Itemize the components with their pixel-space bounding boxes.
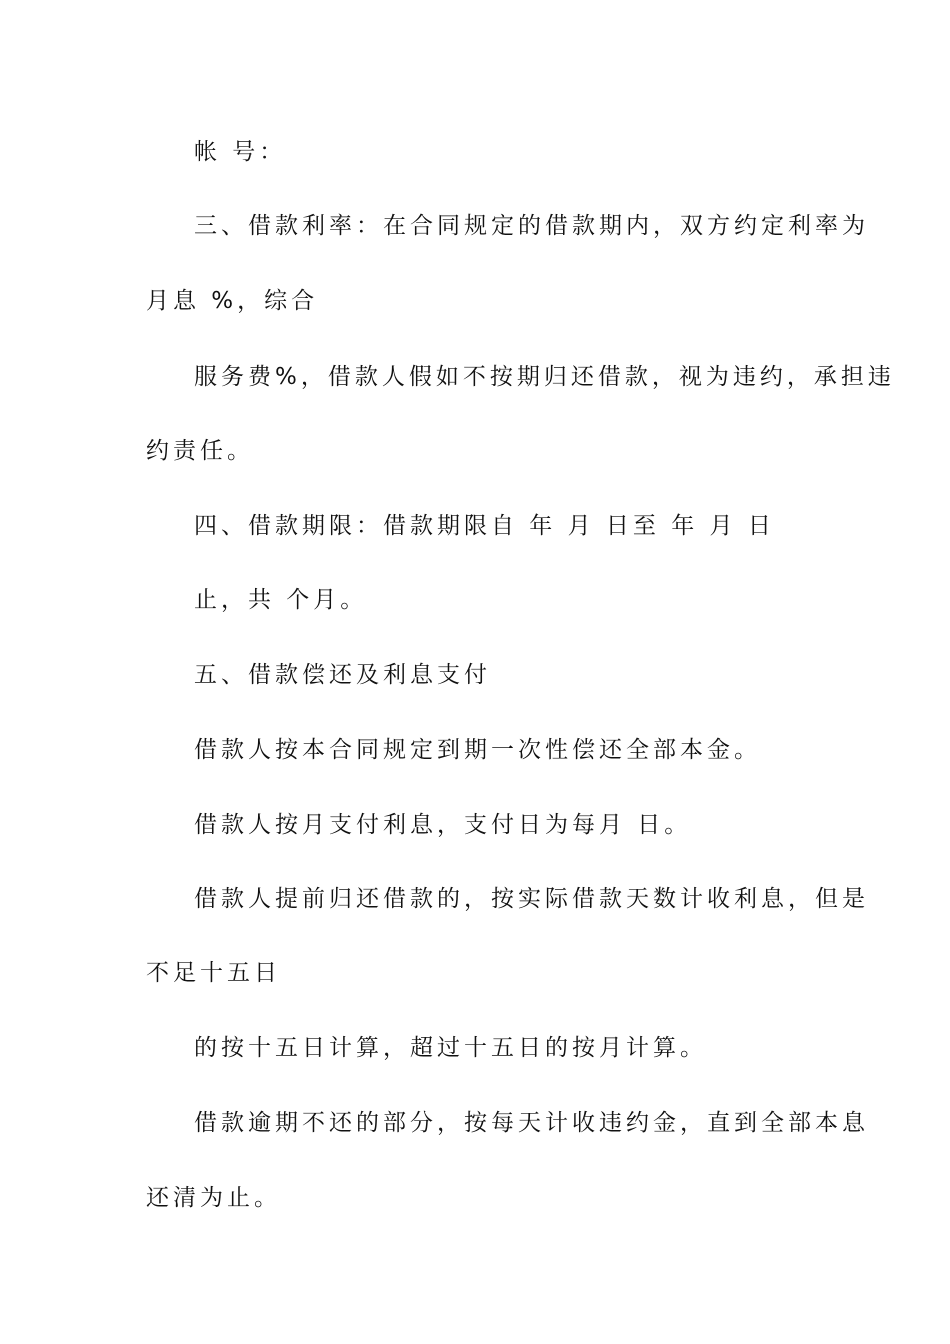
overdue-penalty-line: 借款逾期不还的部分，按每天计收违约金，直到全部本息 [194,1110,869,1136]
loan-term-months-line: 止，共 个月。 [194,587,368,613]
fifteen-day-rule-line: 的按十五日计算，超过十五日的按月计算。 [194,1035,707,1061]
loan-term-clause-line: 四、借款期限：借款期限自 年 月 日至 年 月 日 [194,513,775,539]
service-fee-line: 服务费%，借款人假如不按期归还借款，视为违约，承担违 [194,364,895,390]
account-number-line: 帐 号： [194,139,287,165]
early-repayment-continuation-line: 不足十五日 [146,960,281,986]
early-repayment-line: 借款人提前归还借款的，按实际借款天数计收利息，但是 [194,886,869,912]
monthly-interest-line: 借款人按月支付利息，支付日为每月 日。 [194,812,692,838]
principal-repayment-line: 借款人按本合同规定到期一次性偿还全部本金。 [194,737,761,763]
interest-rate-clause-line: 三、借款利率：在合同规定的借款期内，双方约定利率为 [194,213,869,239]
repayment-section-heading: 五、借款偿还及利息支付 [194,662,491,688]
overdue-penalty-continuation-line: 还清为止。 [146,1185,281,1211]
interest-rate-continuation-line: 月息 %，综合 [146,288,319,314]
default-liability-line: 约责任。 [146,438,254,464]
